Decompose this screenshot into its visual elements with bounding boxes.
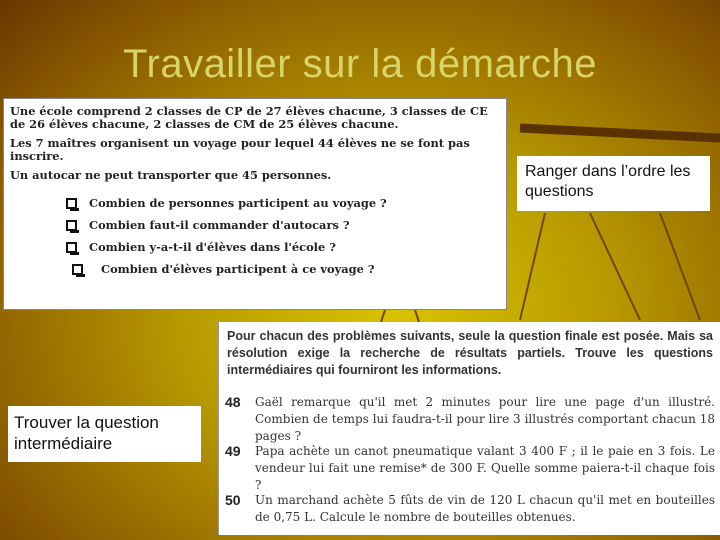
checkbox-icon [66,242,77,253]
problem-number: 48 [225,394,241,410]
problem-number: 50 [225,492,241,508]
question-item [66,258,500,280]
problem-text: Papa achète un canot pneumatique valant 3 400 F ; il le paie en 3 fois. Le vendeur lui fait une remise* de 300 F. Quelle somme paiera-t-il chaque fois ? [255,444,715,492]
problem-item [225,394,715,445]
question-text: Combien y-a-t-il d'élèves dans l'école ? [89,239,336,254]
checkbox-icon [66,198,77,209]
question-text: Combien faut-il commander d'autocars ? [89,217,350,232]
note-intermediate-question: Trouver la question intermédiaire [8,406,201,462]
statement-bus: Un autocar ne peut transporter que 45 personnes. [10,168,332,182]
problems-instructions: Pour chacun des problèmes suivants, seule la question finale est posée. Mais sa résolution exige la recherche de résultats partiels. Trouve les questions intermédiaires qui fourniront les informations. [227,329,713,377]
question-item [66,214,500,236]
statement-trip: Les 7 maîtres organisent un voyage pour lequel 44 élèves ne se font pas inscrire. [10,136,470,163]
problem-item [225,443,715,494]
checkbox-icon [72,264,83,275]
exercise-card-school-trip [3,98,507,310]
question-item [66,192,500,214]
problem-item [225,492,715,526]
problem-number: 49 [225,443,241,459]
slide-title: Travailler sur la démarche [123,42,597,86]
statement-classes: Une école comprend 2 classes de CP de 27 élèves chacune, 3 classes de CE de 26 élèves chacune, 2 classes de CM de 25 élèves chacune. [10,104,488,131]
problem-text: Un marchand achète 5 fûts de vin de 120 L chacun qu'il met en bouteilles de 0,75 L. Calcule le nombre de bouteilles obtenues. [255,493,715,524]
question-list [10,192,500,280]
question-text: Combien d'élèves participent à ce voyage ? [101,261,375,276]
note-sort-questions: Ranger dans l’ordre les questions [517,156,710,211]
question-text: Combien de personnes participent au voyage ? [89,195,387,210]
exercise-card-problems [218,322,720,535]
question-item [66,236,500,258]
checkbox-icon [66,220,77,231]
problem-text: Gaël remarque qu'il met 2 minutes pour lire une page d'un illustré. Combien de temps lui faudra-t-il pour lire 3 illustrés comportant chacun 18 pages ? [255,395,715,443]
